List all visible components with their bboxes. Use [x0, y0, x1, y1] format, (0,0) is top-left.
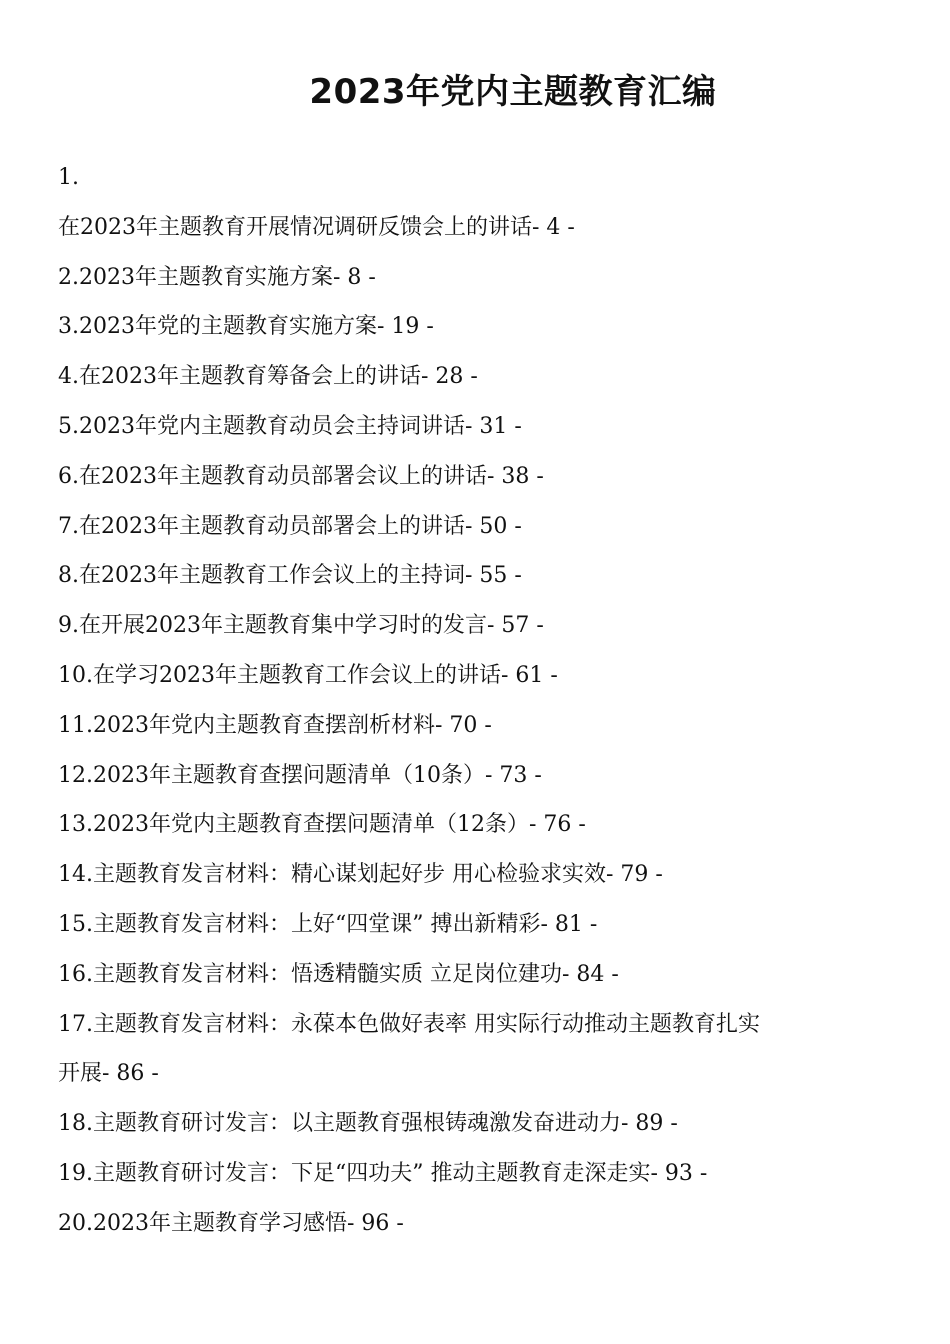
toc-line: 2.2023年主题教育实施方案- 8 -	[58, 264, 376, 290]
toc-line: 4.在2023年主题教育筹备会上的讲话- 28 -	[58, 364, 478, 390]
table-of-contents	[58, 153, 903, 1249]
toc-line: 在2023年主题教育开展情况调研反馈会上的讲话- 4 -	[58, 214, 575, 240]
toc-line: 3.2023年党的主题教育实施方案- 19 -	[58, 314, 434, 340]
document-title: 2023年党内主题教育汇编	[309, 72, 717, 112]
toc-line: 5.2023年党内主题教育动员会主持词讲话- 31 -	[58, 413, 522, 439]
toc-line: 20.2023年主题教育学习感悟- 96 -	[58, 1210, 404, 1236]
toc-line: 6.在2023年主题教育动员部署会议上的讲话- 38 -	[58, 463, 544, 489]
toc-line: 14.主题教育发言材料：精心谋划起好步 用心检验求实效- 79 -	[58, 862, 663, 888]
toc-line: 18.主题教育研讨发言：以主题教育强根铸魂激发奋进动力- 89 -	[58, 1111, 678, 1137]
toc-line: 10.在学习2023年主题教育工作会议上的讲话- 61 -	[58, 662, 558, 688]
toc-line: 17.主题教育发言材料：永葆本色做好表率 用实际行动推动主题教育扎实	[58, 1011, 760, 1037]
toc-line: 7.在2023年主题教育动员部署会上的讲话- 50 -	[58, 513, 522, 539]
toc-line: 12.2023年主题教育查摆问题清单（10条）- 73 -	[58, 762, 542, 788]
toc-line: 16.主题教育发言材料：悟透精髓实质 立足岗位建功- 84 -	[58, 961, 619, 987]
toc-line: 1.	[58, 165, 79, 190]
toc-line: 8.在2023年主题教育工作会议上的主持词- 55 -	[58, 563, 522, 589]
toc-line: 开展- 86 -	[58, 1061, 159, 1087]
toc-line: 9.在开展2023年主题教育集中学习时的发言- 57 -	[58, 613, 544, 639]
toc-line: 15.主题教育发言材料：上好“四堂课” 搏出新精彩- 81 -	[58, 911, 598, 937]
toc-line: 13.2023年党内主题教育查摆问题清单（12条）- 76 -	[58, 812, 586, 838]
toc-line: 19.主题教育研讨发言：下足“四功夫” 推动主题教育走深走实- 93 -	[58, 1160, 708, 1186]
toc-line: 11.2023年党内主题教育查摆剖析材料- 70 -	[58, 712, 492, 738]
